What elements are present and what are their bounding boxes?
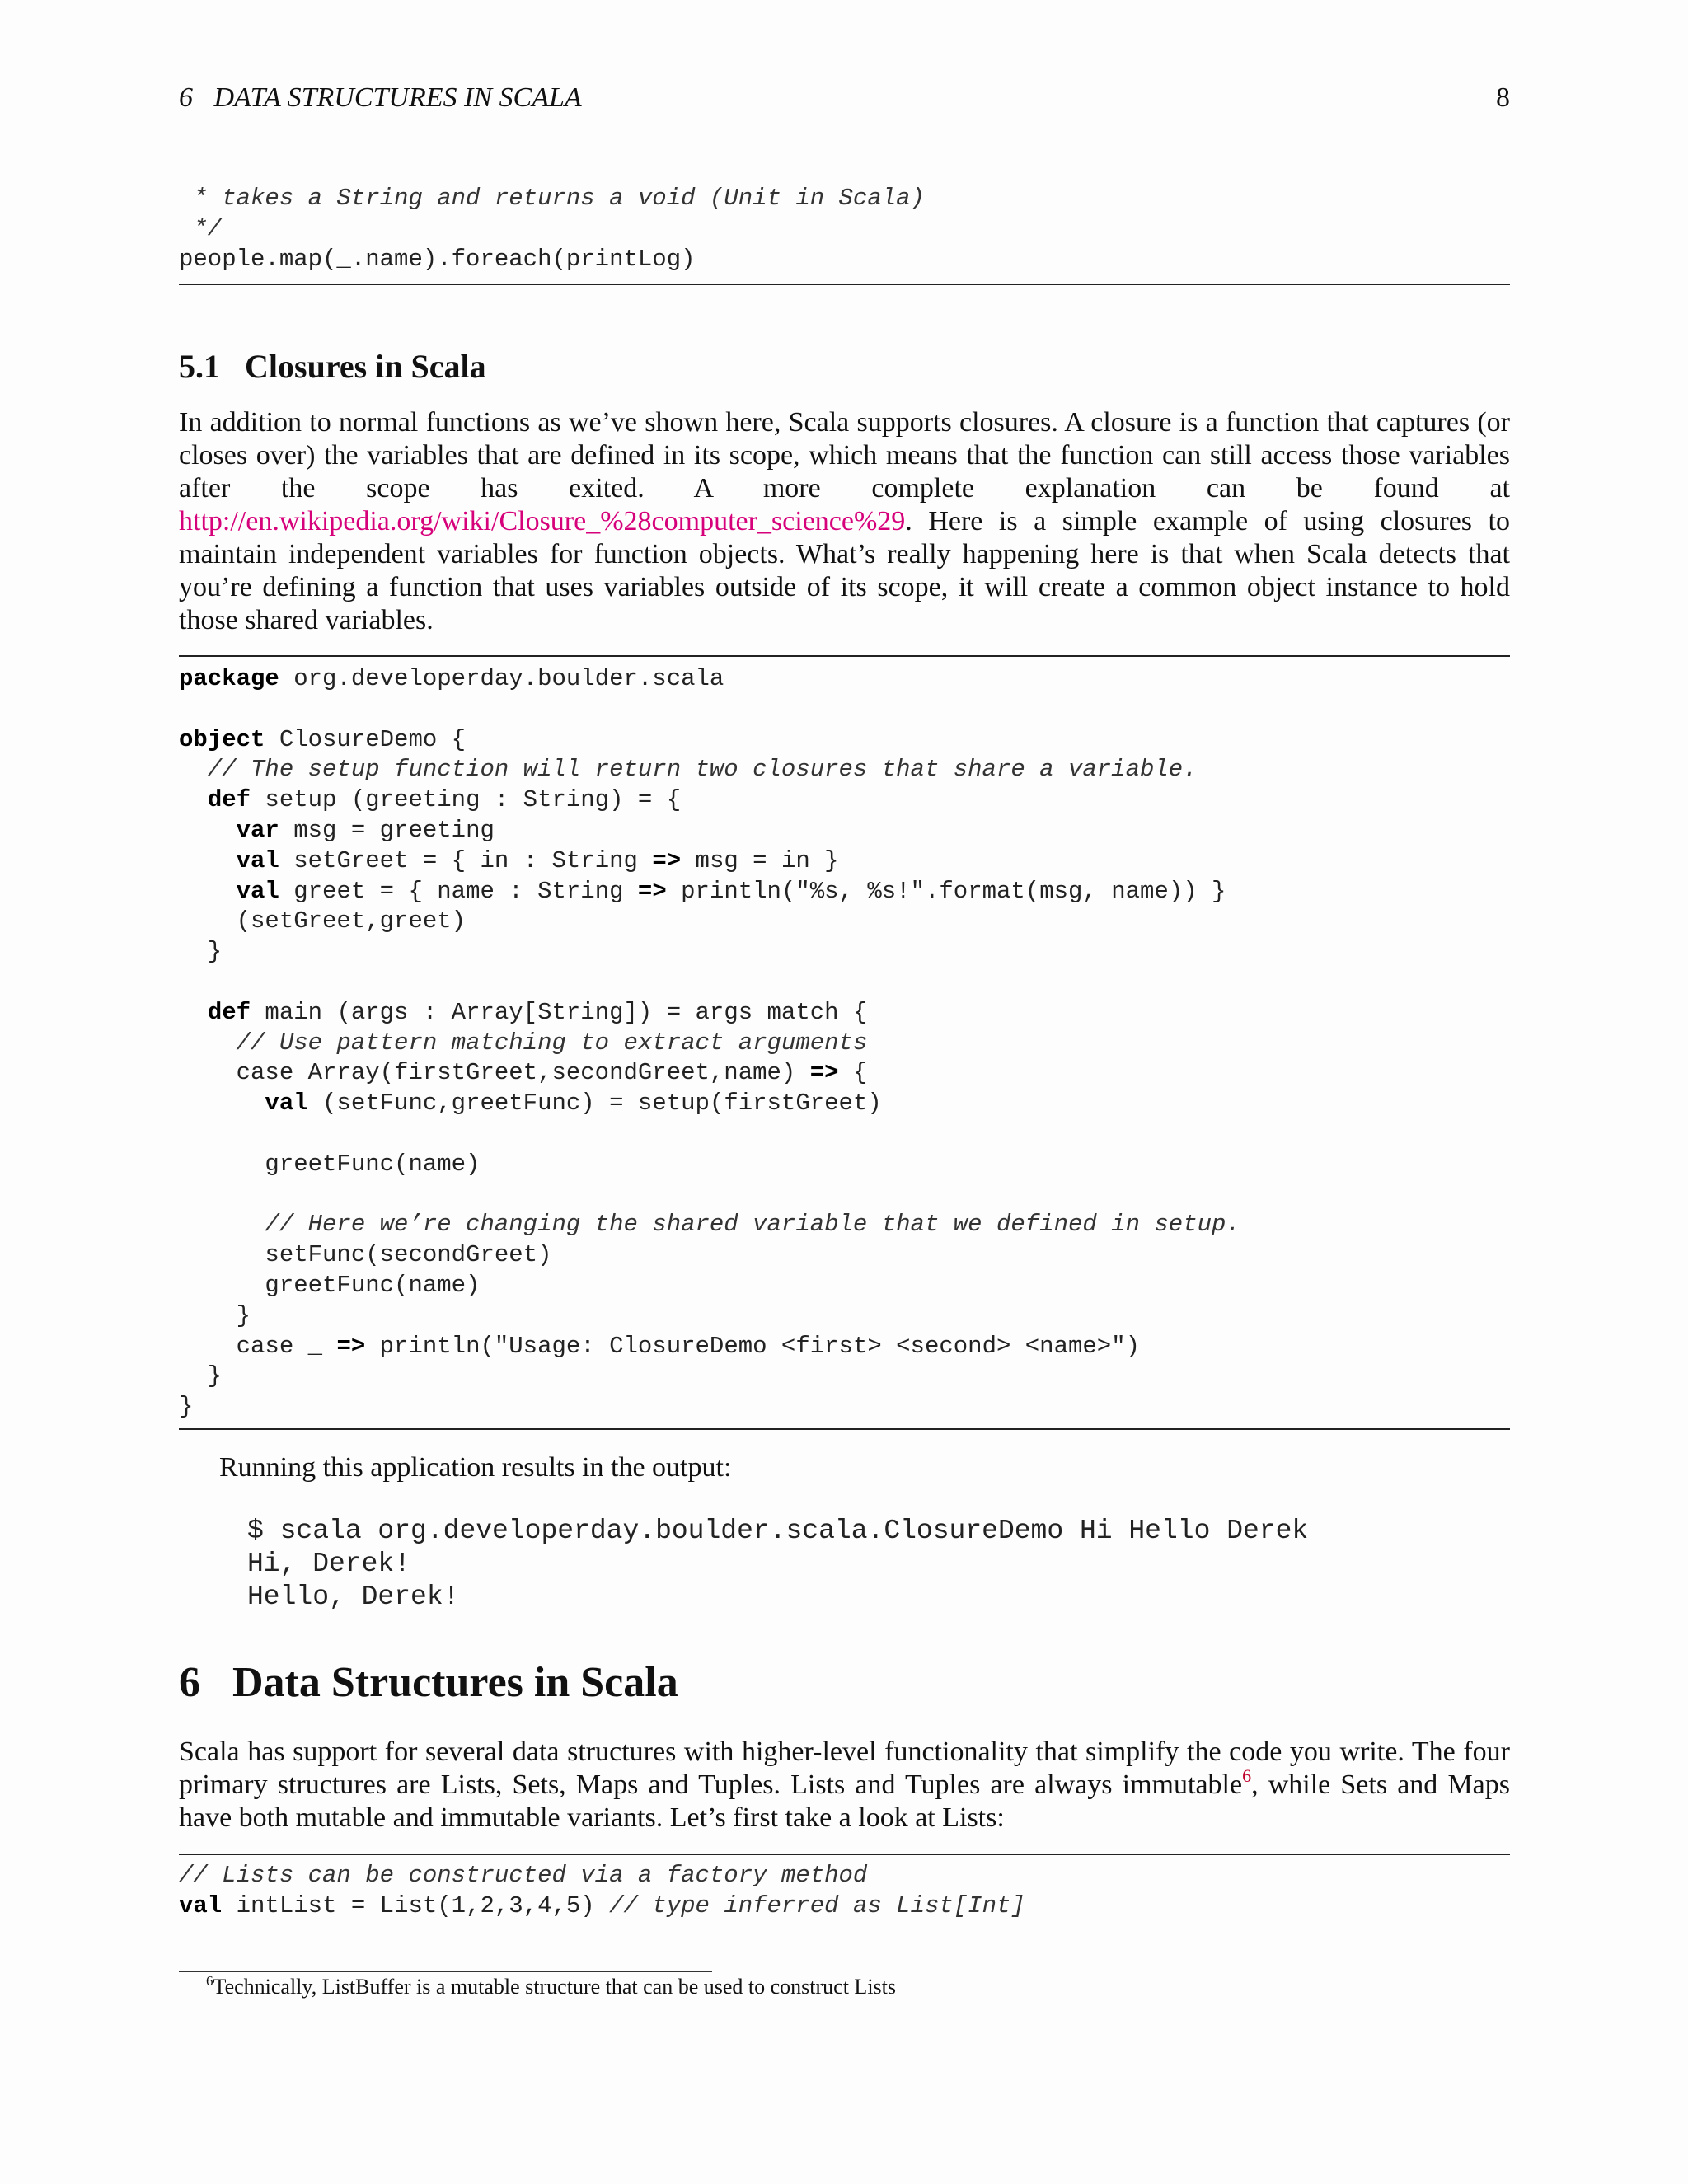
code-text: (setFunc,greetFunc) = setup(firstGreet) (307, 1090, 882, 1118)
code-comment: // type inferred as List[Int] (609, 1891, 1025, 1919)
code-block-top (179, 184, 1510, 274)
code-text: case _ (179, 1332, 337, 1360)
code-comment-end: */ (179, 214, 223, 242)
footnote-rule (179, 1971, 712, 1972)
data-structures-paragraph (179, 1736, 1510, 1835)
header-section-title: 6 DATA STRUCTURES IN SCALA (179, 82, 582, 113)
code-line: people.map(_.name).foreach(printLog) (179, 245, 696, 273)
code-comment: // Use pattern matching to extract arguments (179, 1029, 868, 1057)
code-text: org.developerday.boulder.scala (279, 665, 724, 692)
code-text: } (179, 1393, 194, 1421)
code-arrow: => (336, 1332, 366, 1360)
footnote-text: Technically, ListBuffer is a mutable structure that can be used to construct Lists (213, 1975, 896, 1999)
section-heading-5-1 (179, 347, 486, 386)
footnote (206, 1975, 896, 1999)
code-text: main (args : Array[String]) = args match { (251, 998, 868, 1026)
code-keyword: def (207, 998, 251, 1026)
code-text: greetFunc(name) (179, 1150, 481, 1178)
code-text: msg = greeting (279, 816, 495, 844)
section-heading-6 (179, 1658, 678, 1707)
code-arrow: => (652, 846, 682, 874)
section-number: 6 (179, 1659, 200, 1706)
program-output (247, 1515, 1308, 1614)
code-keyword: object (179, 725, 265, 753)
code-text: println("%s, %s!".format(msg, name)) } (666, 877, 1226, 905)
paragraph-text-cont: . Here is a simple example of using closures to maintain independent variables for function objects. What’s really happening here is that when Scala detects that you’re defining a function that uses variables outside of its scope, it will create a common object instance to hold those shared variables. (179, 506, 1510, 635)
paragraph-text: In addition to normal functions as we’ve shown here, Scala supports closures. A closure is a function that captures (or closes over) the variables that are defined in its scope, which means that the function can still access those variables after the scope has exited. A more complete explanation can be found at (179, 407, 1510, 504)
code-text: (setGreet,greet) (179, 907, 467, 935)
code-text: greet = { name : String (279, 877, 638, 905)
code-text: } (179, 1301, 251, 1329)
code-rule-bottom (179, 284, 1510, 285)
code-keyword: def (207, 786, 251, 814)
code-arrow: => (809, 1059, 839, 1087)
output-line: Hi, Derek! (247, 1549, 411, 1579)
code-rule-top (179, 655, 1510, 657)
running-output-intro: Running this application results in the output: (219, 1452, 732, 1483)
code-keyword: package (179, 665, 279, 692)
section-title: Closures in Scala (245, 348, 486, 385)
code-comment-line: * takes a String and returns a void (Unit in Scala) (179, 185, 925, 212)
code-keyword: val (265, 1090, 308, 1118)
code-text: println("Usage: ClosureDemo <first> <second> <name>") (365, 1332, 1141, 1360)
footnote-mark: 6 (206, 1973, 213, 1989)
code-text: setup (greeting : String) = { (251, 786, 682, 814)
running-header (179, 82, 1510, 124)
list-code-block (179, 1861, 1510, 1922)
page-number: 8 (1496, 82, 1510, 113)
code-arrow: => (637, 877, 667, 905)
code-rule-bottom (179, 1428, 1510, 1430)
code-text: intList = List(1,2,3,4,5) (222, 1891, 610, 1919)
output-line: $ scala org.developerday.boulder.scala.ClosureDemo Hi Hello Derek (247, 1516, 1309, 1546)
code-text: { (838, 1059, 868, 1087)
code-text: case Array(firstGreet,secondGreet,name) (179, 1059, 810, 1087)
code-text: } (179, 1362, 223, 1390)
section-title: Data Structures in Scala (232, 1659, 678, 1706)
paragraph-text-cont: , while Sets and Maps have both mutable and immutable variants. Let’s first take a look at Lists: (179, 1769, 1510, 1833)
code-text: setGreet = { in : String (279, 846, 653, 874)
code-keyword: val (179, 1891, 223, 1919)
code-comment: // Here we’re changing the shared variable that we defined in setup. (179, 1211, 1240, 1239)
paragraph-text: Scala has support for several data structures with higher-level functionality that simplify the code you write. The four primary structures are Lists, Sets, Maps and Tuples. Lists and Tuples are always immutable (179, 1736, 1510, 1800)
code-keyword: val (236, 877, 279, 905)
wikipedia-link[interactable]: http://en.wikipedia.org/wiki/Closure_%28computer_science%29 (179, 506, 906, 537)
code-text: greetFunc(name) (179, 1271, 481, 1299)
closure-demo-code (179, 664, 1510, 1422)
output-line: Hello, Derek! (247, 1582, 460, 1612)
code-comment: // The setup function will return two closures that share a variable. (179, 756, 1198, 784)
code-text: setFunc(secondGreet) (179, 1241, 552, 1269)
code-text: ClosureDemo { (265, 725, 467, 753)
code-keyword: var (236, 816, 279, 844)
code-text: msg = in } (681, 846, 839, 874)
section-number: 5.1 (179, 348, 220, 385)
code-keyword: val (236, 846, 279, 874)
closures-paragraph (179, 406, 1510, 637)
code-rule-top (179, 1854, 1510, 1855)
code-comment: // Lists can be constructed via a factory method (179, 1862, 868, 1889)
code-text: } (179, 938, 223, 966)
footnote-reference[interactable]: 6 (1242, 1765, 1252, 1786)
